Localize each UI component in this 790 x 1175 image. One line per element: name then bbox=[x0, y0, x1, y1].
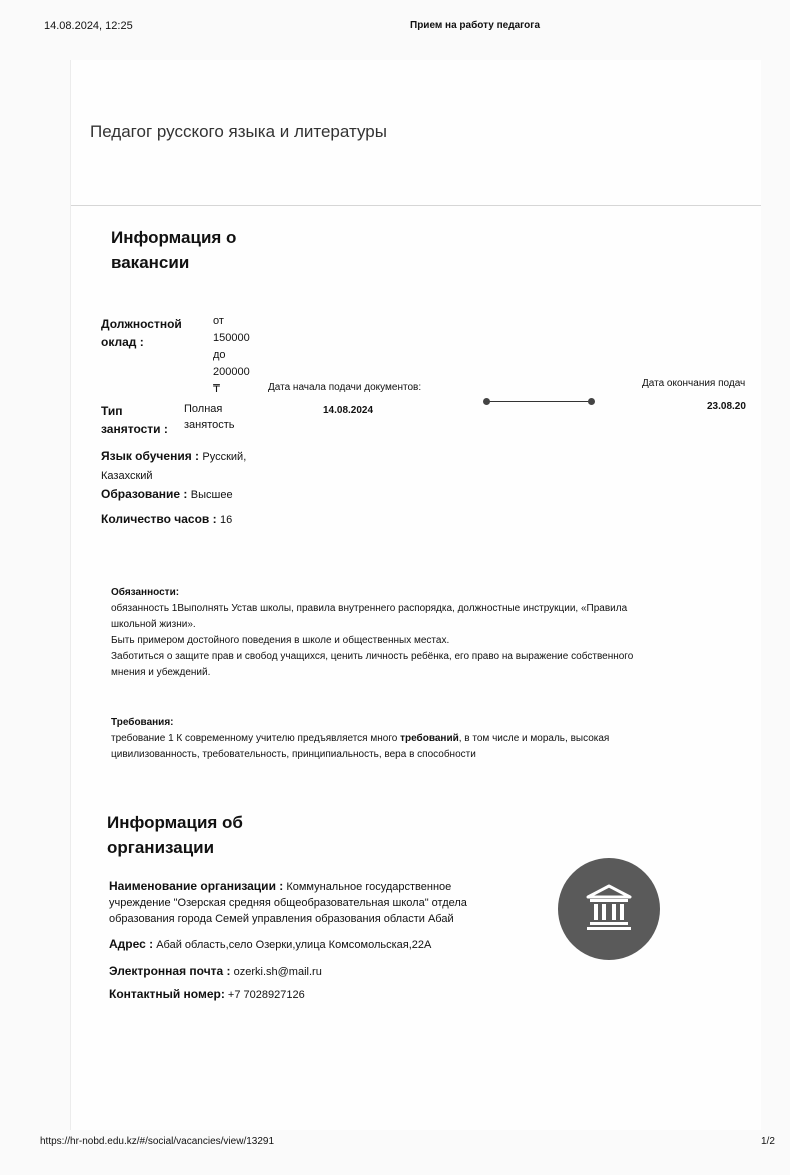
responsibility-line: Быть примером достойного поведения в школе и общественных местах. bbox=[111, 635, 450, 646]
salary-from-word: от bbox=[213, 315, 224, 327]
organization-info-heading: Информация об организации bbox=[107, 813, 243, 857]
organization-address-value: Абай область,село Озерки,улица Комсомольская,22А bbox=[156, 939, 432, 951]
hours-value: 16 bbox=[219, 514, 233, 526]
requirement-line bbox=[111, 731, 731, 747]
education-value: Высшее bbox=[190, 489, 233, 501]
hours-row bbox=[101, 512, 301, 526]
submission-start-label: Дата начала подачи документов: bbox=[268, 382, 422, 393]
timeline-start-dot bbox=[483, 398, 490, 405]
responsibility-line: школьной жизни». bbox=[111, 619, 196, 630]
requirement-text: требование 1 К современному учителю предъявляется много bbox=[111, 733, 401, 744]
employment-type-value: Полная занятость bbox=[184, 403, 235, 431]
salary-value bbox=[213, 313, 263, 398]
vacancy-title: Педагог русского языка и литературы bbox=[90, 122, 387, 141]
organization-phone-label: Контактный номер: bbox=[109, 987, 225, 1001]
responsibility-line: обязанность 1Выполнять Устав школы, правила внутреннего распорядка, должностные инструкции, «Правила bbox=[111, 603, 628, 614]
organization-phone-row bbox=[109, 986, 489, 1003]
vacancy-info-heading: Информация о вакансии bbox=[111, 228, 237, 272]
salary-label: Должностной оклад : bbox=[101, 317, 182, 349]
responsibilities-block bbox=[111, 585, 731, 681]
requirements-heading: Требования: bbox=[111, 717, 174, 728]
language-value: Русский, Казахский bbox=[101, 451, 247, 482]
education-label: Образование : bbox=[101, 487, 188, 501]
organization-address-row bbox=[109, 936, 489, 953]
institution-building-icon bbox=[584, 882, 634, 932]
vacancy-sheet bbox=[70, 60, 761, 1130]
organization-phone-value: +7 7028927126 bbox=[227, 989, 305, 1001]
timeline-end-dot bbox=[588, 398, 595, 405]
page-number: 1/2 bbox=[761, 1136, 775, 1147]
organization-logo bbox=[558, 858, 660, 960]
organization-name-value: Коммунальное государственное учреждение "Озерская средняя общеобразовательная школа" отдела образования города Семей управления образования области Абай bbox=[109, 881, 467, 925]
submission-end-date: 23.08.20 bbox=[707, 401, 746, 412]
submission-end-label: Дата окончания подач bbox=[642, 378, 746, 389]
responsibility-line: мнения и убеждений. bbox=[111, 667, 211, 678]
page-url: https://hr-nobd.edu.kz/#/social/vacancies/view/13291 bbox=[40, 1136, 275, 1147]
requirement-line: цивилизованность, требовательность, принципиальность, вера в способности bbox=[111, 749, 476, 760]
requirements-block bbox=[111, 715, 731, 763]
currency-symbol: ₸ bbox=[213, 383, 220, 395]
education-row bbox=[101, 487, 301, 501]
language-row bbox=[101, 447, 271, 485]
requirement-emphasis: требований bbox=[400, 733, 459, 744]
organization-email-value: ozerki.sh@mail.ru bbox=[233, 966, 322, 978]
employment-type-label: Тип занятости : bbox=[101, 404, 168, 436]
organization-email-label: Электронная почта : bbox=[109, 964, 231, 978]
responsibility-line: Заботиться о защите прав и свобод учащихся, ценить личность ребёнка, его право на выражение собственного bbox=[111, 651, 634, 662]
language-label: Язык обучения : bbox=[101, 449, 200, 463]
salary-to-word: до bbox=[213, 349, 226, 361]
print-datetime: 14.08.2024, 12:25 bbox=[44, 20, 133, 32]
organization-name-row bbox=[109, 878, 489, 927]
print-page-title: Прием на работу педагога bbox=[410, 20, 540, 31]
salary-min: 150000 bbox=[213, 332, 250, 344]
print-header bbox=[0, 20, 790, 36]
submission-start-date: 14.08.2024 bbox=[323, 405, 374, 416]
title-divider bbox=[71, 205, 761, 206]
organization-name-label: Наименование организации : bbox=[109, 879, 284, 893]
responsibilities-heading: Обязанности: bbox=[111, 587, 180, 598]
organization-address-label: Адрес : bbox=[109, 937, 154, 951]
timeline-line bbox=[486, 401, 592, 402]
date-range-timeline bbox=[483, 397, 595, 407]
hours-label: Количество часов : bbox=[101, 512, 217, 526]
requirement-text-rest: , в том числе и мораль, высокая bbox=[458, 733, 610, 744]
salary-max: 200000 bbox=[213, 366, 250, 378]
organization-email-row bbox=[109, 963, 489, 980]
